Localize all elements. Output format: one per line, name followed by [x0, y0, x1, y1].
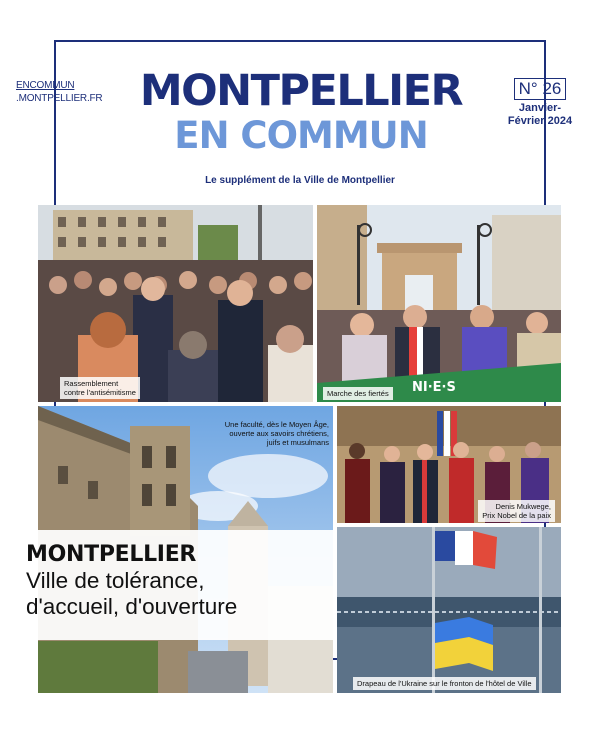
nobel-caption: [478, 500, 555, 522]
issue-number: N° 26: [514, 78, 567, 100]
issue-date-line2: Février 2024: [507, 115, 573, 127]
rally-caption: [60, 377, 140, 399]
faculty-caption-line2: ouverte aux savoirs chrétiens,: [229, 429, 329, 438]
supplement-tagline: Le supplément de la Ville de Montpellier: [205, 175, 395, 186]
faculty-caption-line3: juifs et musulmans: [266, 438, 329, 447]
rally-photo-image: [38, 205, 313, 402]
nobel-caption-line1: Denis Mukwege,: [495, 502, 551, 511]
headline-line3: d'accueil, d'ouverture: [26, 594, 238, 619]
headline-city: MONTPELLIER: [26, 542, 197, 567]
pride-photo-image: [317, 205, 561, 402]
pride-caption: Marche des fiertés: [323, 387, 393, 400]
website-url[interactable]: [16, 79, 102, 105]
pride-photo: [317, 205, 561, 402]
rally-caption-line1: Rassemblement: [64, 379, 119, 388]
masthead-subtitle: EN COMMUN: [174, 114, 428, 157]
flag-caption: Drapeau de l'Ukraine sur le fronton de l'hôtel de Ville: [353, 677, 536, 690]
website-url-line1: ENCOMMUN: [16, 80, 75, 91]
cover-headline: [18, 530, 336, 640]
rally-photo: [38, 205, 313, 402]
issue-info: [500, 78, 580, 128]
headline-line2: Ville de tolérance,: [26, 568, 205, 593]
nobel-caption-line2: Prix Nobel de la paix: [482, 511, 551, 520]
faculty-caption-line1: Une faculté, dès le Moyen Âge,: [224, 420, 329, 429]
masthead-title: MONTPELLIER: [139, 66, 463, 116]
issue-date-line1: Janvier-: [518, 102, 562, 114]
nobel-photo: [337, 406, 561, 523]
flag-photo: [337, 527, 561, 693]
rally-caption-line2: contre l'antisémitisme: [64, 388, 136, 397]
pride-banner-text: NI·E·S: [412, 380, 456, 395]
flag-photo-image: [337, 527, 561, 693]
website-url-line2: .MONTPELLIER.FR: [16, 93, 103, 104]
faculty-caption: [209, 420, 329, 447]
